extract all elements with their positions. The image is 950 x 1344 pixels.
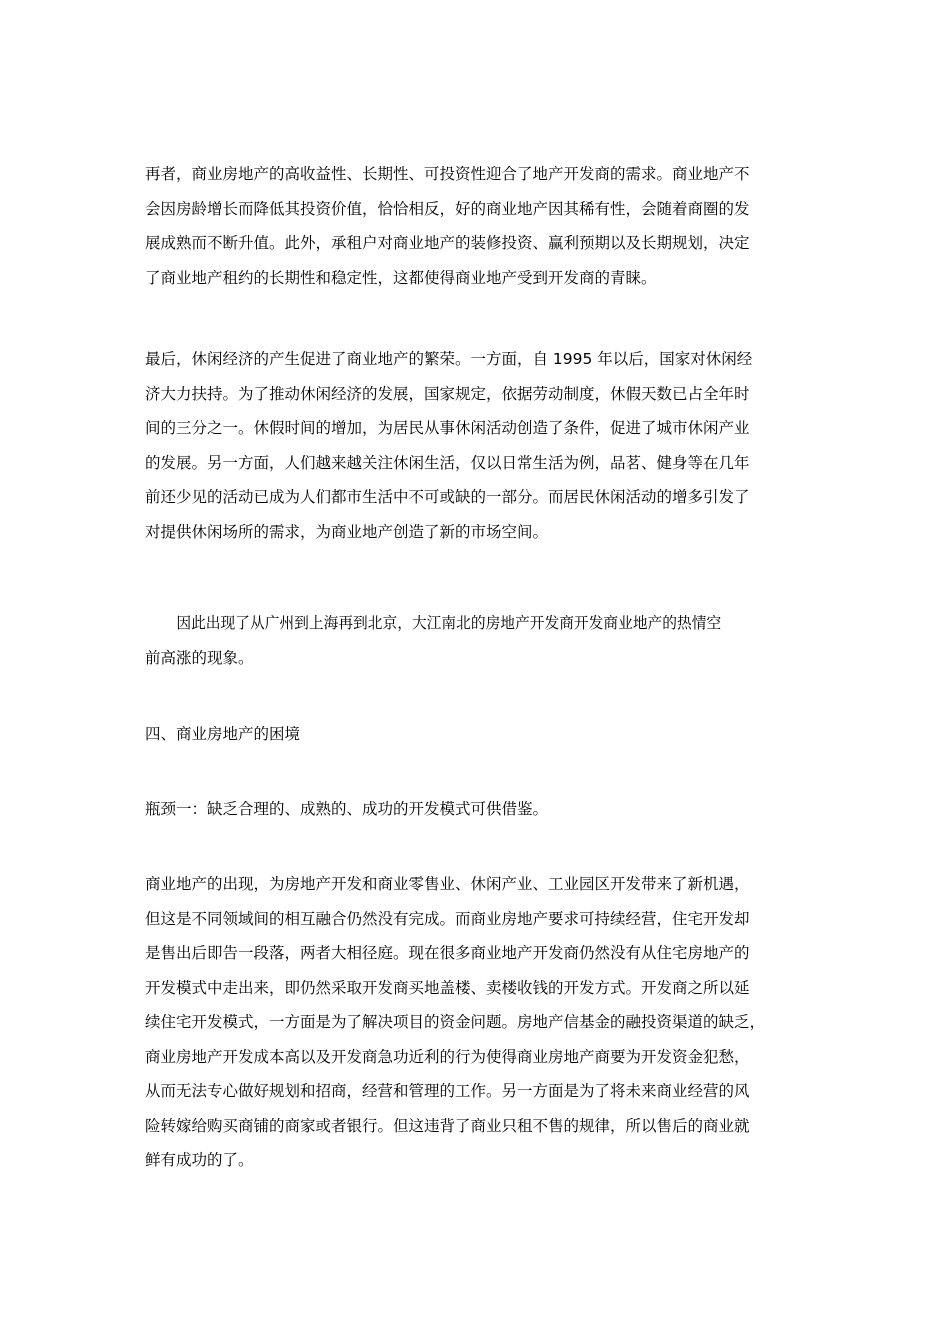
paragraph-development-model	[145, 867, 805, 1178]
paragraph-leisure-economy	[145, 342, 805, 549]
text-line: 会因房龄增长而降低其投资价值，恰恰相反，好的商业地产因其稀有性，会随着商圈的发	[145, 199, 750, 218]
text-line: 再者，商业房地产的高收益性、长期性、可投资性迎合了地产开发商的需求。商业地产不	[145, 165, 750, 183]
text-line: 间的三分之一。休假时间的增加，为居民从事休闲活动创造了条件，促进了城市休闲产业	[145, 419, 750, 437]
section-title: 四、商业房地产的困境	[145, 725, 301, 743]
text-line: 从而无法专心做好规划和招商，经营和管理的工作。另一方面是为了将未来商业经营的风	[145, 1082, 750, 1100]
text-line: 前还少见的活动已成为人们都市生活中不可或缺的一部分。而居民休闲活动的增多引发了	[145, 488, 750, 506]
text-line: 对提供休闲场所的需求，为商业地产创造了新的市场空间。	[145, 522, 549, 541]
paragraph-conclusion	[145, 606, 805, 675]
text-line: 是售出后即告一段落，两者大相径庭。现在很多商业地产开发商仍然没有从住宅房地产的	[145, 944, 750, 962]
text-line: 了商业地产租约的长期性和稳定性，这都使得商业地产受到开发商的青睐。	[145, 268, 657, 287]
text-line: 商业地产的出现，为房地产开发和商业零售业、休闲产业、工业园区开发带来了新机遇，	[145, 875, 750, 893]
text-line: 的发展。另一方面，人们越来越关注休闲生活，仅以日常生活为例，品茗、健身等在几年	[145, 453, 750, 472]
text-line: 开发模式中走出来，即仍然采取开发商买地盖楼、卖楼收钱的开发方式。开发商之所以延	[145, 978, 750, 997]
text-line: 展成熟而不断升值。此外，承租户对商业地产的装修投资、赢利预期以及长期规划，决定	[145, 234, 750, 252]
text-line: 济大力扶持。为了推动休闲经济的发展，国家规定，依据劳动制度，休假天数已占全年时	[145, 384, 750, 403]
text-line: 鲜有成功的了。	[145, 1151, 254, 1169]
text-line: 最后，休闲经济的产生促进了商业地产的繁荣。一方面，自 1995 年以后，国家对休闲经	[145, 350, 753, 368]
text-line: 险转嫁给购买商铺的商家或者银行。但这违背了商业只租不售的规律，所以售后的商业就	[145, 1116, 750, 1135]
text-line: 商业房地产开发成本高以及开发商急功近利的行为使得商业房地产商要为开发资金犯愁，	[145, 1047, 750, 1066]
text-line: 但这是不同领域间的相互融合仍然没有完成。而商业房地产要求可持续经营，住宅开发却	[145, 909, 750, 928]
text-line: 前高涨的现象。	[145, 648, 254, 667]
section-heading	[145, 717, 805, 752]
text-line: 续住宅开发模式，一方面是为了解决项目的资金问题。房地产信基金的融投资渠道的缺乏，	[145, 1013, 766, 1031]
paragraph-investment-appeal	[145, 157, 805, 295]
text-line: 因此出现了从广州到上海再到北京，大江南北的房地产开发商开发商业地产的热情空	[176, 614, 722, 632]
subsection-title: 瓶颈一：缺乏合理的、成熟的、成功的开发模式可供借鉴。	[145, 800, 549, 818]
subheading-bottleneck-one	[145, 792, 805, 827]
